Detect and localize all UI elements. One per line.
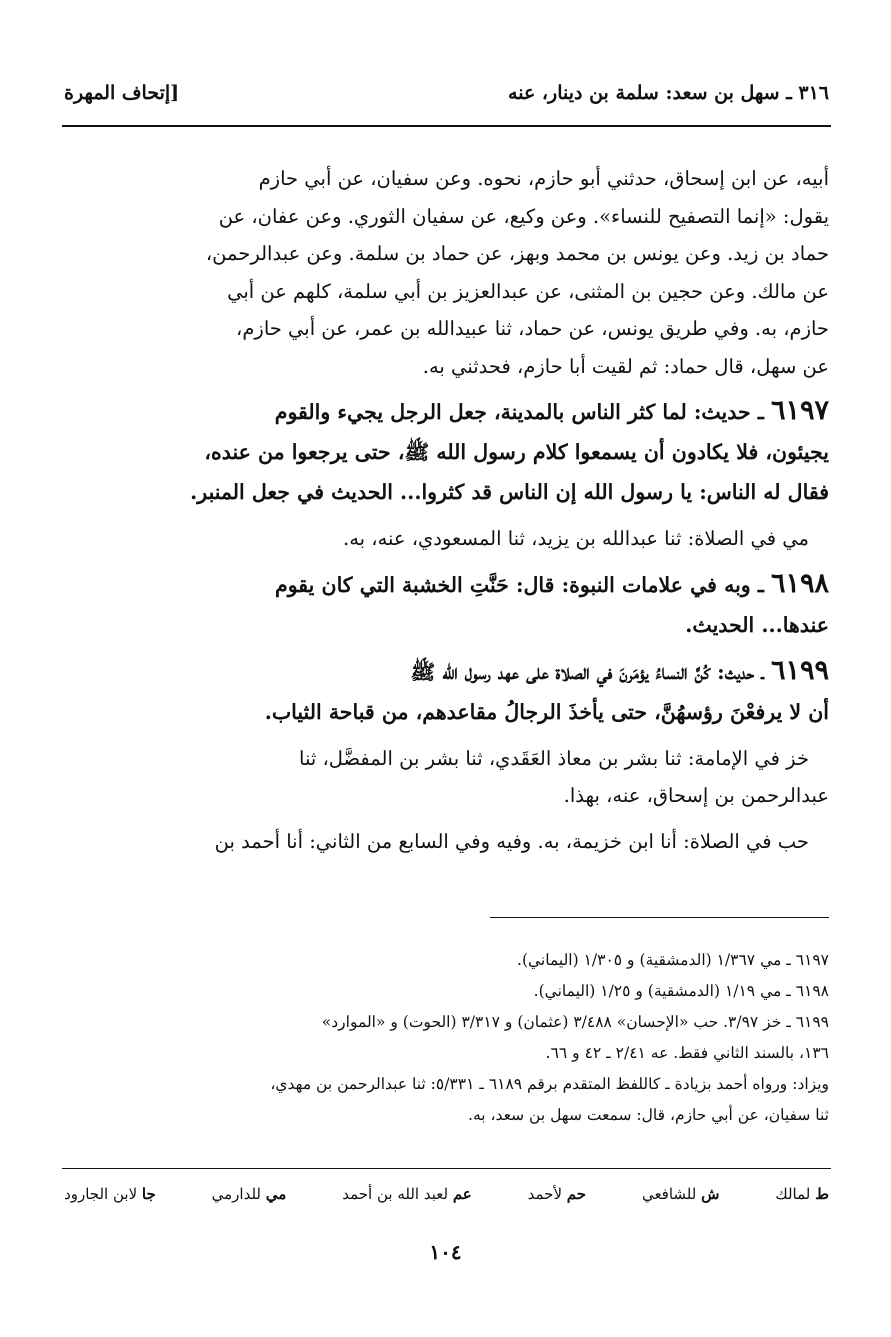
hadith-source: مي في الصلاة: ثنا عبدالله بن يزيد، ثنا المسعودي، عنه، به.	[343, 527, 809, 550]
hadith-text-line: يجيئون، فلا يكادون أن يسمعوا كلام رسول الله ﷺ، حتى يرجعوا من عنده،	[204, 440, 829, 464]
footnotes	[64, 945, 829, 1131]
hadith-text-line: ـ وبه في علامات النبوة: قال: حَنَّتِ الخشبة التي كان يقوم	[275, 572, 764, 597]
hadith-source: خز في الإمامة: ثنا بشر بن معاذ العَقَدي، ثنا بشر بن المفضَّل، ثنا	[299, 746, 809, 770]
footnote-line: ثنا سفيان، عن أبي حازم، قال: سمعت سهل بن سعد، به.	[468, 1106, 829, 1124]
chapter-heading: ٣١٦ ـ سهل بن سعد: سلمة بن دينار، عنه	[508, 82, 829, 104]
legend-item: ط لمالك	[775, 1185, 829, 1203]
footnote-line: ١٣٦، بالسند الثاني فقط. عه ٢/٤١ ـ ٤٢ و ٦٦.	[545, 1044, 829, 1062]
text-line: حماد بن زيد. وعن يونس بن محمد وبهز، عن حماد بن سلمة. وعن عبدالرحمن،	[205, 242, 829, 265]
abbreviation-legend	[64, 1185, 829, 1203]
text-line: عن مالك. وعن حجين بن المثنى، عن عبدالعزيز بن أبي سلمة، كلهم عن أبي	[227, 279, 829, 303]
hadith-number: ٦١٩٨	[770, 567, 829, 599]
hadith-text-line: ـ حديث: كُنَّ النساءُ يؤمَرنَ في الصلاة على عهد رسول الله ﷺ	[410, 659, 764, 684]
legend-item: جا لابن الجارود	[64, 1185, 156, 1203]
hadith-6197	[64, 391, 829, 512]
header-rule	[62, 125, 831, 127]
footnote-line: ٦١٩٩ ـ خز ٣/٩٧. حب «الإحسان» ٣/٤٨٨ (عثمان) و ٣/٣١٧ (الحوت) و «الموارد»	[321, 1013, 829, 1031]
legend-item: مي للدارمي	[211, 1185, 287, 1203]
footnote-line: ٦١٩٧ ـ مي ١/٣٦٧ (الدمشقية) و ١/٣٠٥ (اليماني).	[517, 951, 829, 969]
legend-item: ش للشافعي	[641, 1185, 720, 1203]
hadith-text-line: عندها... الحديث.	[685, 612, 829, 637]
hadith-text-line: فقال له الناس: يا رسول الله إن الناس قد كثروا... الحديث في جعل المنبر.	[190, 480, 829, 504]
page-number: ١٠٤	[429, 1240, 462, 1264]
hadith-6199	[64, 651, 829, 732]
legend-item: حم لأحمد	[527, 1185, 587, 1203]
legend-rule	[62, 1168, 831, 1169]
hadith-number: ٦١٩٩	[770, 654, 829, 686]
text-line: أبيه، عن ابن إسحاق، حدثني أبو حازم، نحوه. وعن سفيان، عن أبي حازم	[258, 167, 829, 190]
hadith-text-line: ـ حديث: لما كثر الناس بالمدينة، جعل الرجل يجيء والقوم	[274, 400, 764, 424]
hadith-number: ٦١٩٧	[770, 395, 829, 426]
footnote-line: ٦١٩٨ ـ مي ١/١٩ (الدمشقية) و ١/٢٥ (اليماني).	[533, 982, 829, 1000]
main-text	[64, 160, 829, 860]
legend-item: عم لعبد الله بن أحمد	[342, 1185, 472, 1203]
hadith-source: حب في الصلاة: أنا ابن خزيمة، به. وفيه وفي السابع من الثاني: أنا أحمد بن	[214, 829, 809, 853]
footnote-rule	[490, 917, 829, 918]
text-line: عن سهل، قال حماد: ثم لقيت أبا حازم، فحدثني به.	[422, 354, 829, 378]
running-header	[64, 78, 829, 108]
hadith-source: عبدالرحمن بن إسحاق، عنه، بهذا.	[563, 784, 829, 807]
text-line: يقول: «إنما التصفيح للنساء». وعن وكيع، عن سفيان الثوري. وعن عفان، عن	[218, 204, 829, 228]
book-title: [إتحاف المهرة	[64, 82, 180, 104]
hadith-text-line: أن لا يرفعْنَ رؤسهُنَّ، حتى يأخذَ الرجالُ مقاعدهم، من قباحة الثياب.	[264, 699, 829, 724]
footnote-line: ويزاد: ورواه أحمد بزيادة ـ كاللفظ المتقدم برقم ٦١٨٩ ـ ٥/٣٣١: ثنا عبدالرحمن بن مهدي،	[270, 1075, 829, 1093]
text-line: حازم، به. وفي طريق يونس، عن حماد، ثنا عبيدالله بن عمر، عن أبي حازم،	[236, 317, 829, 340]
hadith-6198	[64, 564, 829, 645]
